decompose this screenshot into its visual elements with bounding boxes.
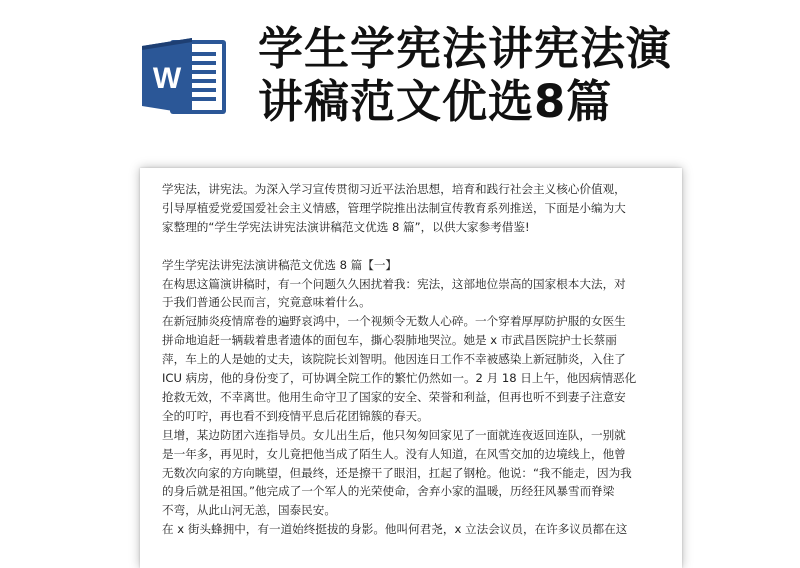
body-line: 拼命地追赶一辆载着患者遗体的面包车，撕心裂肺地哭泣。她是 x 市武昌医院护士长蔡丽 bbox=[162, 333, 617, 348]
blank-line bbox=[162, 237, 662, 256]
body-line: 全的叮咛，再也看不到疫情平息后花团锦簇的春天。 bbox=[162, 408, 429, 423]
body-line: 旦增，某边防团六连指导员。女儿出生后，他只匆匆回家见了一面就连夜返回连队，一别就 bbox=[162, 427, 626, 442]
body-line: 不弯，从此山河无恙，国泰民安。 bbox=[162, 503, 336, 518]
body-line: 在构思这篇演讲稿时，有一个问题久久困扰着我：宪法，这部地位崇高的国家根本大法，对 bbox=[162, 276, 626, 291]
intro-line: 引导厚植爱党爱国爱社会主义情感，管理学院推出法制宣传教育系列推送，下面是小编为大 bbox=[162, 200, 626, 215]
body-line: 抢救无效，不幸离世。他用生命守卫了国家的安全、荣誉和利益，但再也听不到妻子注意安 bbox=[162, 389, 626, 404]
title-line-1: 学生学宪法讲宪法演 bbox=[258, 22, 673, 75]
intro-line: 家整理的“学生学宪法讲宪法演讲稿范文优选 8 篇”，以供大家参考借鉴! bbox=[162, 219, 530, 234]
section-title: 学生学宪法讲宪法演讲稿范文优选 8 篇【一】 bbox=[162, 257, 398, 272]
body-line: ICU 病房，他的身份变了，可协调全院工作的繁忙仍然如一。2 月 18 日上午，他因病情恶化 bbox=[162, 371, 637, 386]
body-line: 在 x 街头蜂拥中，有一道始终挺拔的身影。他叫何君尧，x 立法会议员，在许多议员都在这 bbox=[162, 522, 628, 537]
document-content bbox=[162, 180, 662, 539]
title-line-2: 讲稿范文优选8篇 bbox=[258, 75, 613, 128]
word-document-icon bbox=[140, 30, 230, 122]
document-header bbox=[0, 0, 800, 150]
body-line: 无数次向家的方向眺望，但最终，还是擦干了眼泪，扛起了钢枪。他说：“我不能走，因为我 bbox=[162, 465, 632, 480]
document-page bbox=[140, 168, 682, 568]
body-line: 的身后就是祖国。”他完成了一个军人的光荣使命，舍弃小家的温暖，历经狂风暴雪而脊梁 bbox=[162, 484, 615, 499]
body-line: 萍，车上的人是她的丈夫，该院院长刘智明。他因连日工作不幸被感染上新冠肺炎，入住了 bbox=[162, 352, 626, 367]
body-line: 是一年多，再见时，女儿竟把他当成了陌生人。没有人知道，在风雪交加的边境线上，他曾 bbox=[162, 446, 626, 461]
body-line: 于我们普通公民而言，究竟意味着什么。 bbox=[162, 295, 371, 310]
intro-line: 学宪法，讲宪法。为深入学习宣传贯彻习近平法治思想，培育和践行社会主义核心价值观， bbox=[162, 182, 626, 196]
page-title bbox=[258, 22, 758, 128]
body-line: 在新冠肺炎疫情席卷的遍野哀鸿中，一个视频令无数人心碎。一个穿着厚厚防护服的女医生 bbox=[162, 314, 626, 329]
word-icon-letter: W bbox=[152, 62, 182, 95]
